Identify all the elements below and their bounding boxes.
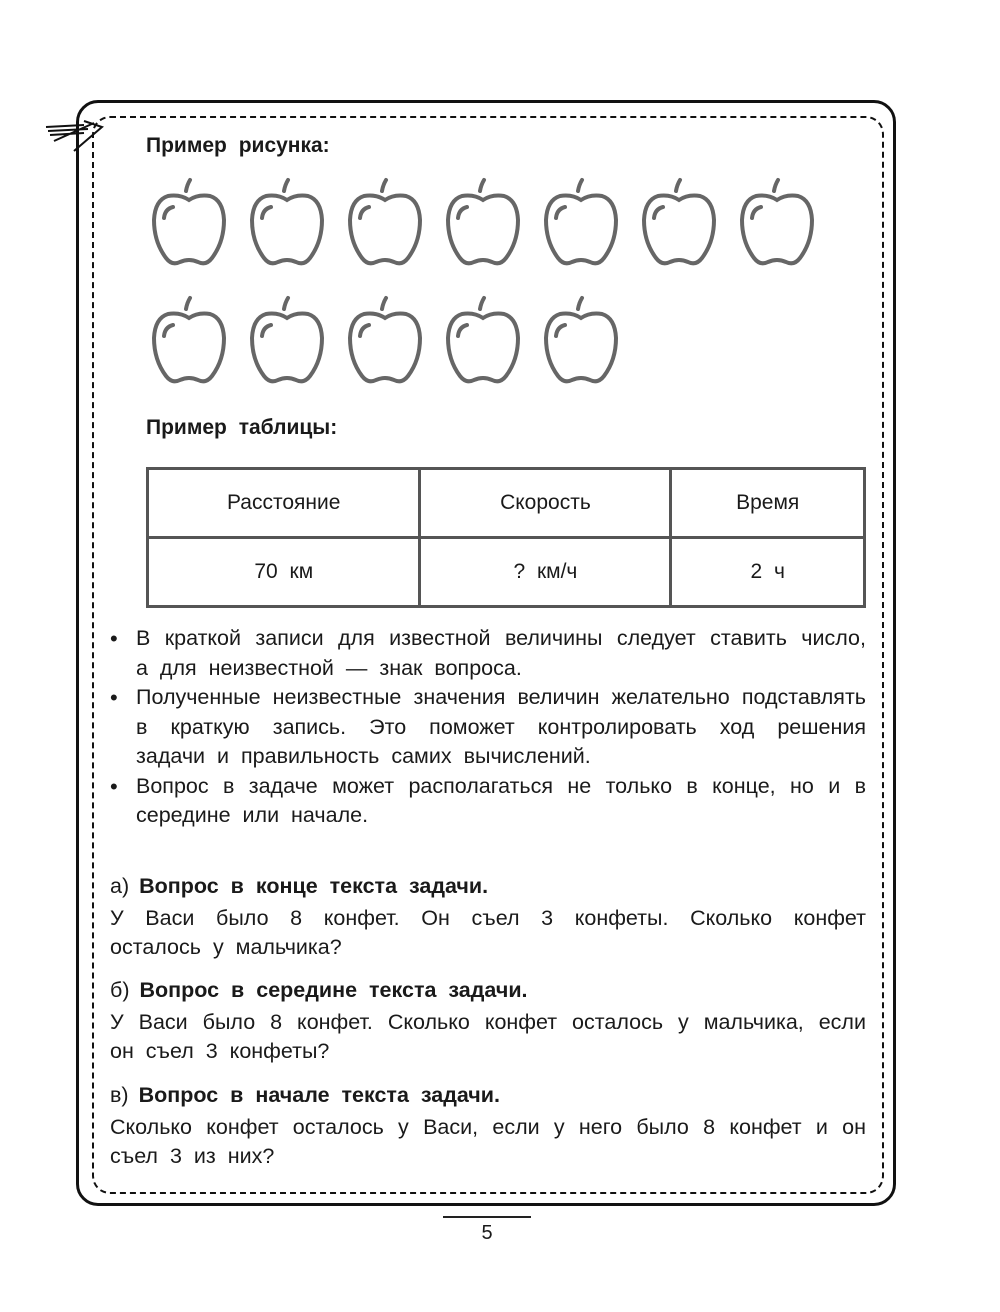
apple-outline-icon	[640, 176, 718, 268]
header-speed: Скорость	[420, 469, 671, 538]
apple-outline-icon	[150, 176, 228, 268]
example-label: б)	[110, 978, 130, 1002]
example-title: Вопрос в середине текста задачи.	[139, 978, 528, 1002]
apple-outline-icon	[542, 294, 620, 386]
tips-list	[110, 624, 866, 831]
example-c	[110, 1081, 866, 1172]
table-example-heading: Пример таблицы:	[146, 416, 338, 439]
apple-outline-icon	[248, 294, 326, 386]
cell-speed: ? км/ч	[420, 538, 671, 607]
bullet-item: • В краткой записи для известной величины следует ставить число, а для неизвестной — знак вопроса.	[110, 624, 866, 683]
example-text: Сколько конфет осталось у Васи, если у него было 8 конфет и он съел 3 из них?	[110, 1114, 866, 1168]
apple-outline-icon	[444, 294, 522, 386]
apples-row-1	[150, 176, 816, 268]
bullet-item: • Полученные неизвестные значения величин желательно подставлять в краткую запись. Это поможет контролировать ход решения задачи и правильность самих вычислений.	[110, 683, 866, 772]
header-distance: Расстояние	[148, 469, 420, 538]
apple-outline-icon	[738, 176, 816, 268]
bullet-item: • Вопрос в задаче может располагаться не только в конце, но и в середине или начале.	[110, 772, 866, 831]
example-label: а)	[110, 874, 130, 898]
apples-row-2	[150, 294, 620, 386]
page-number: 5	[481, 1222, 493, 1244]
table-header-row	[148, 469, 865, 538]
cell-distance: 70 км	[148, 538, 420, 607]
example-title: Вопрос в начале текста задачи.	[138, 1083, 500, 1107]
apple-outline-icon	[542, 176, 620, 268]
apple-outline-icon	[346, 176, 424, 268]
header-time: Время	[671, 469, 865, 538]
example-b	[110, 976, 866, 1067]
table-row	[148, 538, 865, 607]
apple-outline-icon	[248, 176, 326, 268]
apple-outline-icon	[150, 294, 228, 386]
apple-outline-icon	[346, 294, 424, 386]
example-title: Вопрос в конце текста задачи.	[139, 874, 489, 898]
example-table	[146, 467, 866, 608]
example-text: У Васи было 8 конфет. Он съел 3 конфеты. Сколько конфет осталось у мальчика?	[110, 905, 866, 959]
apple-outline-icon	[444, 176, 522, 268]
picture-example-heading: Пример рисунка:	[146, 134, 330, 157]
page-number-rule	[443, 1216, 531, 1218]
example-text: У Васи было 8 конфет. Сколько конфет осталось у мальчика, если он съел 3 конфеты?	[110, 1009, 866, 1063]
scribble-corner-icon	[44, 115, 104, 155]
cell-time: 2 ч	[671, 538, 865, 607]
example-label: в)	[110, 1083, 129, 1107]
example-a	[110, 872, 866, 963]
